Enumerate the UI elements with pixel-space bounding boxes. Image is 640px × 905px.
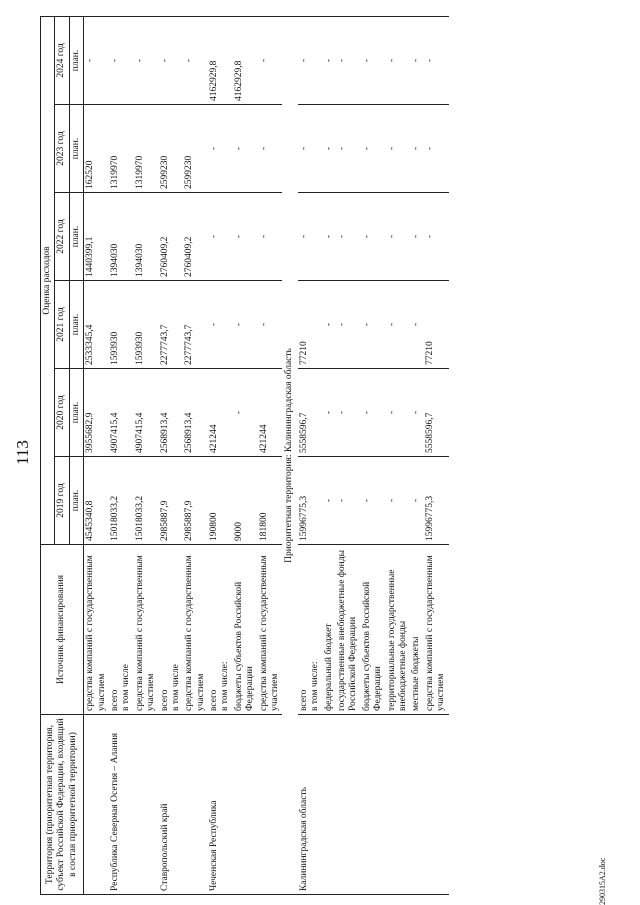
value-cell: - (336, 369, 361, 457)
table-row (183, 16, 208, 894)
value-cell: - (361, 16, 386, 104)
value-cell: 77210 (424, 281, 449, 369)
value-cell: 15996775,3 (424, 457, 449, 545)
value-cell: - (336, 457, 361, 545)
value-cell: - (424, 193, 449, 281)
source-cell (84, 545, 109, 715)
source-label: местные бюджеты (411, 636, 422, 711)
value-cell: - (208, 281, 233, 369)
value-cell: - (298, 193, 323, 281)
value-cell: 5558596,7 (298, 369, 323, 457)
value-cell: - (361, 457, 386, 545)
value-cell: 1440399,1 (84, 193, 109, 281)
value-cell: - (323, 16, 336, 104)
territory-cell: Республика Северная Осетия – Алания (109, 715, 134, 895)
value-cell: 2985887,9 (159, 457, 184, 545)
value-cell: - (386, 105, 411, 193)
header-plan: план. (69, 16, 83, 104)
table-row (361, 16, 386, 894)
value-cell: - (361, 369, 386, 457)
value-cell: - (410, 105, 423, 193)
source-label: бюджеты субъектов Российской Федерации (233, 581, 256, 711)
header-plan: план. (69, 281, 83, 369)
source-cell (410, 545, 423, 715)
value-cell: - (361, 281, 386, 369)
table-row (134, 16, 159, 894)
header-plan: план. (69, 369, 83, 457)
source-label: государственные внебюджетные фонды Российской Федерации (336, 550, 359, 711)
source-cell (134, 545, 159, 715)
value-cell: - (109, 16, 134, 104)
value-cell: 2760409,2 (159, 193, 184, 281)
value-cell: - (386, 457, 411, 545)
value-cell: - (410, 369, 423, 457)
header-plan: план. (69, 457, 83, 545)
value-cell: - (424, 105, 449, 193)
table-row (410, 16, 423, 894)
source-label: бюджеты субъектов Российской Федерации (361, 581, 384, 711)
value-cell: 181800 (258, 457, 283, 545)
source-label: федеральный бюджет (323, 623, 334, 711)
value-cell: - (323, 105, 336, 193)
value-cell: 2568913,4 (183, 369, 208, 457)
territory-cell (258, 715, 283, 895)
source-cell (159, 545, 184, 715)
header-plan: план. (69, 105, 83, 193)
header-plan: план. (69, 193, 83, 281)
source-cell (386, 545, 411, 715)
table-row (424, 16, 449, 894)
value-cell: - (336, 281, 361, 369)
page-number: 113 (13, 440, 32, 465)
value-cell: 1394030 (134, 193, 159, 281)
value-cell: 5558596,7 (424, 369, 449, 457)
value-cell: 9000 (233, 457, 258, 545)
territory-cell (183, 715, 208, 895)
header-year: 2023 год (55, 105, 69, 193)
value-cell: 1394030 (109, 193, 134, 281)
source-label: всего (209, 689, 220, 711)
table-row (336, 16, 361, 894)
value-cell: - (323, 457, 336, 545)
territory-cell: Калининградская область (298, 715, 323, 895)
value-cell: - (323, 193, 336, 281)
source-cell (258, 545, 283, 715)
value-cell: - (361, 105, 386, 193)
value-cell: - (386, 369, 411, 457)
header-year: 2021 год (55, 281, 69, 369)
source-label: средства компаний с государственным участием (85, 555, 107, 711)
header-territory: Территория (приоритетная территория, субъект Российской Федерации, входящий в состав приоритетной территории) (41, 715, 84, 895)
value-cell: - (183, 16, 208, 104)
source-label: всего (159, 689, 170, 711)
value-cell: 4162929,8 (233, 16, 258, 104)
source-cell (183, 545, 208, 715)
value-cell: - (258, 281, 283, 369)
value-cell: 2985887,9 (183, 457, 208, 545)
source-label: всего (298, 689, 309, 711)
value-cell: 421244 (258, 369, 283, 457)
priority-territory-label: Приоритетная территория: Калининградская область (282, 16, 297, 894)
value-cell: - (336, 193, 361, 281)
source-sublabel: в том числе (121, 664, 132, 711)
value-cell: - (410, 281, 423, 369)
territory-cell (410, 715, 423, 895)
table-row (323, 16, 336, 894)
value-cell: 4907415,4 (134, 369, 159, 457)
source-sublabel: в том числе: (220, 661, 231, 711)
value-cell: 1319970 (134, 105, 159, 193)
table-row (159, 16, 184, 894)
header-year: 2024 год (55, 16, 69, 104)
value-cell: - (361, 193, 386, 281)
value-cell: - (323, 369, 336, 457)
value-cell: 2568913,4 (159, 369, 184, 457)
source-cell (298, 545, 323, 715)
value-cell: - (298, 16, 323, 104)
table-row (208, 16, 233, 894)
value-cell: - (323, 281, 336, 369)
value-cell: 2277743,7 (183, 281, 208, 369)
source-label: средства компаний с государственным участием (184, 555, 206, 711)
table-row (233, 16, 258, 894)
value-cell: - (424, 16, 449, 104)
header-estimate: Оценка расходов (41, 16, 55, 544)
source-cell (424, 545, 449, 715)
value-cell: - (233, 105, 258, 193)
territory-cell (386, 715, 411, 895)
source-cell (323, 545, 336, 715)
territory-cell (323, 715, 336, 895)
territory-cell (336, 715, 361, 895)
territory-cell (84, 715, 109, 895)
value-cell: 15018033,2 (109, 457, 134, 545)
value-cell: 2760409,2 (183, 193, 208, 281)
source-label: территориальные государственные внебюджетные фонды (386, 569, 408, 711)
value-cell: - (410, 193, 423, 281)
source-label: средства компаний с государственным участием (258, 555, 281, 711)
header-year: 2019 год (55, 457, 69, 545)
table-row (386, 16, 411, 894)
value-cell: 2599230 (183, 105, 208, 193)
value-cell: - (386, 281, 411, 369)
source-cell (208, 545, 233, 715)
header-source: Источник финансирования (41, 545, 84, 715)
header-year: 2020 год (55, 369, 69, 457)
value-cell: 1593930 (134, 281, 159, 369)
table-row (298, 16, 323, 894)
value-cell: 2533345,4 (84, 281, 109, 369)
value-cell: 15018033,2 (134, 457, 159, 545)
value-cell: - (386, 193, 411, 281)
value-cell: - (298, 105, 323, 193)
value-cell: 4162929,8 (208, 16, 233, 104)
territory-cell (361, 715, 386, 895)
value-cell: 4907415,4 (109, 369, 134, 457)
value-cell: 2277743,7 (159, 281, 184, 369)
source-label: средства компаний с государственным участием (424, 555, 447, 711)
value-cell: - (258, 105, 283, 193)
value-cell: - (84, 16, 109, 104)
value-cell: - (258, 193, 283, 281)
value-cell: 3955682,9 (84, 369, 109, 457)
value-cell: - (208, 105, 233, 193)
territory-cell: Чеченская Республика (208, 715, 233, 895)
value-cell: - (134, 16, 159, 104)
value-cell: - (336, 105, 361, 193)
source-sublabel: в том числе (170, 664, 181, 711)
source-cell (336, 545, 361, 715)
source-cell (361, 545, 386, 715)
value-cell: 2599230 (159, 105, 184, 193)
source-cell (233, 545, 258, 715)
table-row (84, 16, 109, 894)
table-row (109, 16, 134, 894)
source-sublabel: в том числе: (310, 661, 321, 711)
table-row (258, 16, 283, 894)
value-cell: - (208, 193, 233, 281)
value-cell: 190800 (208, 457, 233, 545)
source-cell (109, 545, 134, 715)
source-label: средства компаний с государственным участием (134, 555, 157, 711)
value-cell: - (258, 16, 283, 104)
territory-cell: Ставропольский край (159, 715, 184, 895)
value-cell: 15996775,3 (298, 457, 323, 545)
value-cell: - (410, 16, 423, 104)
value-cell: 1319970 (109, 105, 134, 193)
value-cell: - (410, 457, 423, 545)
value-cell: 77210 (298, 281, 323, 369)
territory-cell (134, 715, 159, 895)
value-cell: 162520 (84, 105, 109, 193)
value-cell: - (159, 16, 184, 104)
source-label: всего (109, 689, 120, 711)
value-cell: - (233, 281, 258, 369)
territory-cell (424, 715, 449, 895)
footer-filename: 290315A2.doc (598, 857, 607, 905)
value-cell: - (386, 16, 411, 104)
territory-cell (233, 715, 258, 895)
value-cell: 421244 (208, 369, 233, 457)
header-year: 2022 год (55, 193, 69, 281)
value-cell: 1593930 (109, 281, 134, 369)
value-cell: 4545340,8 (84, 457, 109, 545)
value-cell: - (336, 16, 361, 104)
value-cell: - (233, 193, 258, 281)
expenses-table (40, 16, 449, 895)
value-cell: - (233, 369, 258, 457)
